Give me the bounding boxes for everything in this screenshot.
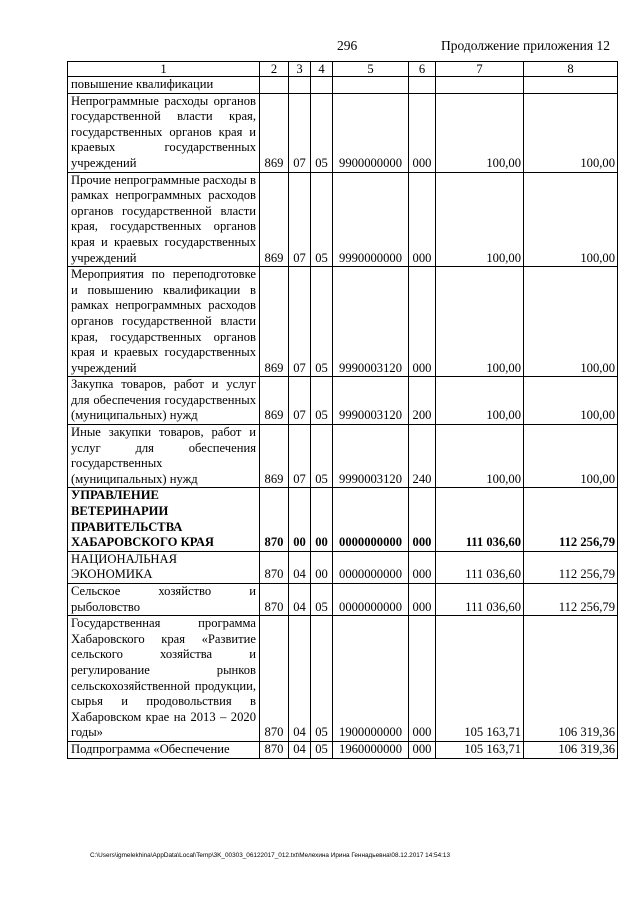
column-number-row: [68, 62, 618, 77]
table-row: [68, 488, 618, 551]
item-name: Закупка товаров, работ и услуг для обеспечения государственных (муниципальных) нужд: [68, 377, 260, 425]
section-code: [289, 77, 311, 94]
appendix-header: Продолжение приложения 12: [440, 38, 610, 53]
column-header: 8: [524, 62, 618, 77]
target-article-code: 9990000000: [333, 172, 409, 267]
expense-type-code: [409, 77, 436, 94]
table-row: [68, 172, 618, 267]
column-header: 6: [409, 62, 436, 77]
column-header: 2: [260, 62, 289, 77]
grbs-code: 870: [260, 551, 289, 583]
expense-type-code: 240: [409, 425, 436, 488]
subsection-code: 05: [311, 616, 333, 742]
column-header: 4: [311, 62, 333, 77]
section-code: 00: [289, 488, 311, 551]
amount-2020: 100,00: [524, 93, 618, 172]
expense-type-code: 200: [409, 377, 436, 425]
section-code: 07: [289, 172, 311, 267]
expense-type-code: 000: [409, 267, 436, 377]
expense-type-code: 000: [409, 616, 436, 742]
subsection-code: 05: [311, 172, 333, 267]
grbs-code: 869: [260, 267, 289, 377]
expense-type-code: 000: [409, 172, 436, 267]
amount-2020: 112 256,79: [524, 488, 618, 551]
item-name: Государственная программа Хабаровского края «Развитие сельского хозяйства и регулирование рынков сельскохозяйственной продукции, сырья и продовольствия в Хабаровском крае на 2013 – 2020 годы»: [68, 616, 260, 742]
amount-2020: 100,00: [524, 172, 618, 267]
grbs-code: 870: [260, 741, 289, 758]
section-code: 07: [289, 93, 311, 172]
amount-2020: 100,00: [524, 425, 618, 488]
table-row: [68, 584, 618, 616]
amount-2020: 106 319,36: [524, 741, 618, 758]
target-article-code: 9990003120: [333, 425, 409, 488]
item-name: Иные закупки товаров, работ и услуг для обеспечения государственных (муниципальных) нужд: [68, 425, 260, 488]
subsection-code: 05: [311, 425, 333, 488]
grbs-code: 869: [260, 172, 289, 267]
table-row: [68, 93, 618, 172]
amount-2019: 111 036,60: [436, 551, 524, 583]
expense-type-code: 000: [409, 584, 436, 616]
grbs-code: 870: [260, 616, 289, 742]
amount-2019: [436, 77, 524, 94]
grbs-code: 869: [260, 93, 289, 172]
table-row: [68, 551, 618, 583]
target-article-code: 0000000000: [333, 488, 409, 551]
expense-type-code: 000: [409, 551, 436, 583]
amount-2019: 100,00: [436, 172, 524, 267]
item-name: Прочие непрограммные расходы в рамках непрограммных расходов органов государственной власти края, государственных органов края и краевых государственных учреждений: [68, 172, 260, 267]
subsection-code: 00: [311, 488, 333, 551]
amount-2019: 100,00: [436, 93, 524, 172]
target-article-code: 1960000000: [333, 741, 409, 758]
target-article-code: 9990003120: [333, 377, 409, 425]
item-name: Непрограммные расходы органов государственной власти края, государственных органов края и краевых государственных учреждений: [68, 93, 260, 172]
column-header: 5: [333, 62, 409, 77]
column-header: 7: [436, 62, 524, 77]
table-row: [68, 425, 618, 488]
amount-2020: 112 256,79: [524, 551, 618, 583]
amount-2019: 105 163,71: [436, 741, 524, 758]
target-article-code: 0000000000: [333, 584, 409, 616]
subsection-code: 05: [311, 741, 333, 758]
table-row: [68, 77, 618, 94]
expense-type-code: 000: [409, 488, 436, 551]
table-row: [68, 267, 618, 377]
amount-2020: 106 319,36: [524, 616, 618, 742]
grbs-code: 870: [260, 488, 289, 551]
target-article-code: 9900000000: [333, 93, 409, 172]
section-code: 07: [289, 425, 311, 488]
amount-2019: 100,00: [436, 425, 524, 488]
item-name: НАЦИОНАЛЬНАЯ ЭКОНОМИКА: [68, 551, 260, 583]
amount-2019: 111 036,60: [436, 488, 524, 551]
section-code: 04: [289, 741, 311, 758]
target-article-code: 9990003120: [333, 267, 409, 377]
item-name: Мероприятия по переподготовке и повышению квалификации в рамках непрограммных расходов органов государственной власти края, государственных органов края и краевых государственных учреждений: [68, 267, 260, 377]
target-article-code: 0000000000: [333, 551, 409, 583]
column-header: 3: [289, 62, 311, 77]
table-row: [68, 616, 618, 742]
subsection-code: [311, 77, 333, 94]
section-code: 07: [289, 267, 311, 377]
subsection-code: 05: [311, 377, 333, 425]
section-code: 04: [289, 616, 311, 742]
amount-2020: 100,00: [524, 377, 618, 425]
section-code: 04: [289, 584, 311, 616]
target-article-code: [333, 77, 409, 94]
section-code: 04: [289, 551, 311, 583]
subsection-code: 05: [311, 267, 333, 377]
subsection-code: 05: [311, 93, 333, 172]
table-row: [68, 741, 618, 758]
section-code: 07: [289, 377, 311, 425]
amount-2019: 100,00: [436, 377, 524, 425]
amount-2020: [524, 77, 618, 94]
grbs-code: 869: [260, 377, 289, 425]
file-path-footer: C:\Users\igmelekhina\AppData\Local\Temp\3K_00303_06122017_012.txt\Мелехина Ирина Геннадьевна\08.12.2017 14:54:13: [90, 852, 451, 859]
amount-2020: 100,00: [524, 267, 618, 377]
amount-2020: 112 256,79: [524, 584, 618, 616]
page-number: 296: [337, 38, 358, 53]
budget-table: [67, 61, 618, 759]
grbs-code: [260, 77, 289, 94]
item-name: УПРАВЛЕНИЕ ВЕТЕРИНАРИИ ПРАВИТЕЛЬСТВА ХАБАРОВСКОГО КРАЯ: [68, 488, 260, 551]
table-row: [68, 377, 618, 425]
item-name: Подпрограмма «Обеспечение: [68, 741, 260, 758]
column-header: 1: [68, 62, 260, 77]
amount-2019: 111 036,60: [436, 584, 524, 616]
item-name: Сельское хозяйство и рыболовство: [68, 584, 260, 616]
grbs-code: 870: [260, 584, 289, 616]
amount-2019: 105 163,71: [436, 616, 524, 742]
target-article-code: 1900000000: [333, 616, 409, 742]
item-name: повышение квалификации: [68, 77, 260, 94]
expense-type-code: 000: [409, 741, 436, 758]
subsection-code: 00: [311, 551, 333, 583]
amount-2019: 100,00: [436, 267, 524, 377]
grbs-code: 869: [260, 425, 289, 488]
subsection-code: 05: [311, 584, 333, 616]
expense-type-code: 000: [409, 93, 436, 172]
